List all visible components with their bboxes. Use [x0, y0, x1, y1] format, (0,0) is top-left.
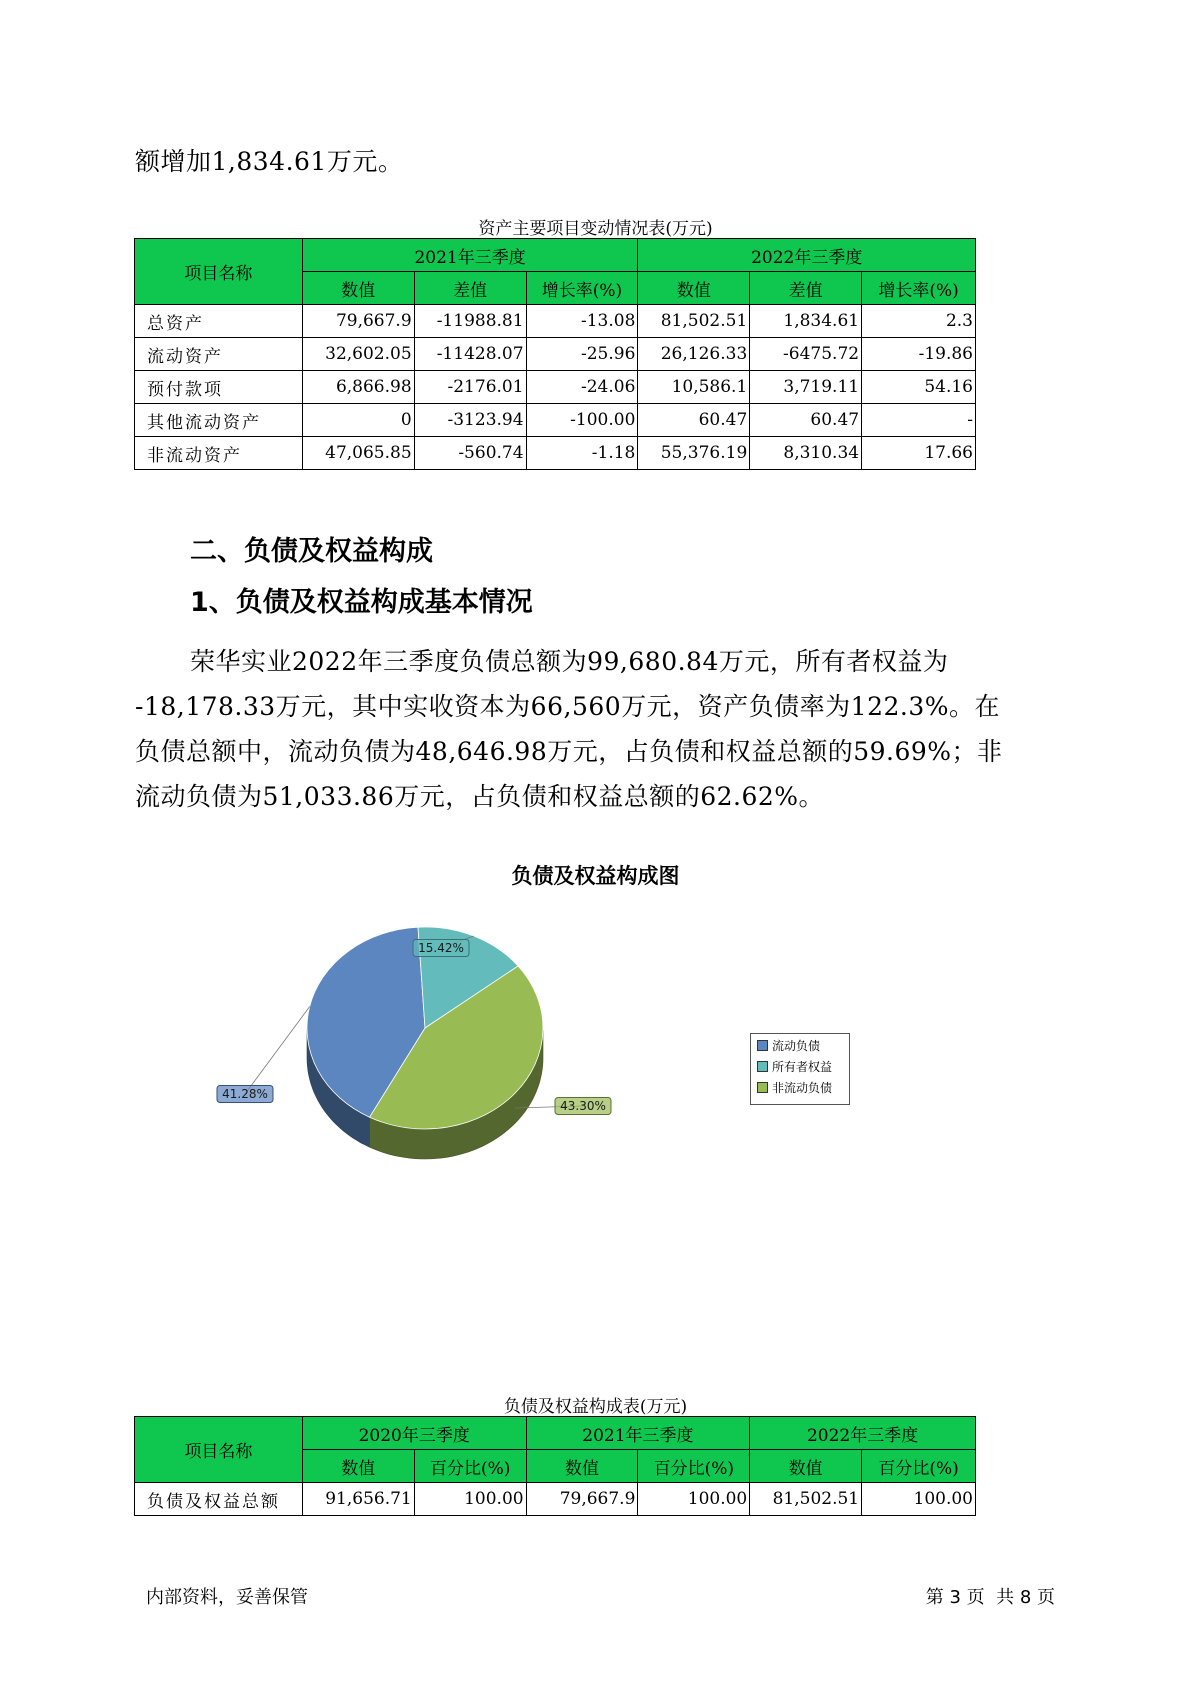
equity-header-year: 2022年三季度 — [750, 1417, 976, 1450]
asset-subheader: 数值 — [302, 272, 414, 305]
row-label: 非流动资产 — [135, 437, 303, 470]
cell: -25.96 — [526, 338, 638, 371]
legend-swatch — [757, 1061, 768, 1072]
table-row — [135, 1483, 976, 1516]
equity-table — [134, 1416, 976, 1516]
cell: -560.74 — [414, 437, 526, 470]
legend-item — [751, 1057, 849, 1076]
cell: -3123.94 — [414, 404, 526, 437]
subsection-heading: 1、负债及权益构成基本情况 — [190, 587, 533, 618]
row-label: 流动资产 — [135, 338, 303, 371]
cell: 26,126.33 — [638, 338, 750, 371]
cell: 91,656.71 — [302, 1483, 414, 1516]
chart-title: 负债及权益构成图 — [511, 864, 680, 888]
cell: 79,667.9 — [526, 1483, 638, 1516]
cell: 8,310.34 — [750, 437, 862, 470]
equity-header-item: 项目名称 — [135, 1417, 303, 1483]
cell: -19.86 — [862, 338, 976, 371]
equity-subheader: 数值 — [526, 1450, 638, 1483]
paragraph-line: 流动负债为51,033.86万元，占负债和权益总额的62.62%。 — [135, 782, 825, 811]
chart-legend — [750, 1033, 850, 1105]
equity-subheader: 百分比(%) — [414, 1450, 526, 1483]
cell: -100.00 — [526, 404, 638, 437]
cell: 60.47 — [638, 404, 750, 437]
cell: -11428.07 — [414, 338, 526, 371]
legend-label: 流动负债 — [772, 1039, 821, 1053]
paragraph-line: -18,178.33万元，其中实收资本为66,560万元，资产负债率为122.3%。在 — [135, 692, 1000, 721]
pie-data-label: 41.28% — [222, 1087, 268, 1101]
asset-subheader: 增长率(%) — [862, 272, 976, 305]
row-label: 预付款项 — [135, 371, 303, 404]
legend-swatch — [757, 1040, 768, 1051]
cell: -2176.01 — [414, 371, 526, 404]
intro-line: 额增加1,834.61万元。 — [135, 147, 404, 176]
row-label: 其他流动资产 — [135, 404, 303, 437]
equity-table-caption: 负债及权益构成表(万元) — [503, 1397, 688, 1417]
cell: 55,376.19 — [638, 437, 750, 470]
equity-subheader: 数值 — [750, 1450, 862, 1483]
cell: 3,719.11 — [750, 371, 862, 404]
asset-subheader: 数值 — [638, 272, 750, 305]
asset-header-year1: 2021年三季度 — [302, 239, 638, 272]
row-label: 负债及权益总额 — [135, 1483, 303, 1516]
cell: 100.00 — [414, 1483, 526, 1516]
cell: -1.18 — [526, 437, 638, 470]
pie-leader-line — [245, 1007, 310, 1095]
cell: -13.08 — [526, 305, 638, 338]
equity-header-year: 2020年三季度 — [302, 1417, 526, 1450]
pie-data-label: 15.42% — [418, 941, 464, 955]
cell: 47,065.85 — [302, 437, 414, 470]
cell: 81,502.51 — [750, 1483, 862, 1516]
page-number: 第 3 页 共 8 页 — [925, 1587, 1055, 1608]
cell: 17.66 — [862, 437, 976, 470]
legend-item — [751, 1078, 849, 1097]
cell: 6,866.98 — [302, 371, 414, 404]
cell: -24.06 — [526, 371, 638, 404]
cell: 100.00 — [638, 1483, 750, 1516]
cell: -6475.72 — [750, 338, 862, 371]
equity-header-year: 2021年三季度 — [526, 1417, 750, 1450]
asset-subheader: 差值 — [414, 272, 526, 305]
paragraph-line: 负债总额中，流动负债为48,646.98万元，占负债和权益总额的59.69%；非 — [135, 737, 1003, 766]
cell: 54.16 — [862, 371, 976, 404]
legend-item — [751, 1036, 849, 1055]
cell: 60.47 — [750, 404, 862, 437]
cell: 10,586.1 — [638, 371, 750, 404]
cell: 2.3 — [862, 305, 976, 338]
cell: -11988.81 — [414, 305, 526, 338]
asset-subheader: 增长率(%) — [526, 272, 638, 305]
equity-subheader: 数值 — [302, 1450, 414, 1483]
cell: 0 — [302, 404, 414, 437]
legend-label: 非流动负债 — [772, 1081, 833, 1095]
legend-label: 所有者权益 — [772, 1060, 833, 1074]
cell: 32,602.05 — [302, 338, 414, 371]
asset-header-item: 项目名称 — [135, 239, 303, 305]
asset-subheader: 差值 — [750, 272, 862, 305]
cell: 1,834.61 — [750, 305, 862, 338]
legend-swatch — [757, 1082, 768, 1093]
equity-subheader: 百分比(%) — [862, 1450, 976, 1483]
paragraph-line: 荣华实业2022年三季度负债总额为99,680.84万元，所有者权益为 — [190, 647, 949, 676]
cell: 81,502.51 — [638, 305, 750, 338]
asset-table-caption: 资产主要项目变动情况表(万元) — [478, 219, 713, 239]
row-label: 总资产 — [135, 305, 303, 338]
equity-subheader: 百分比(%) — [638, 1450, 750, 1483]
cell: 100.00 — [862, 1483, 976, 1516]
cell: - — [862, 404, 976, 437]
cell: 79,667.9 — [302, 305, 414, 338]
asset-header-year2: 2022年三季度 — [638, 239, 976, 272]
section-heading: 二、负债及权益构成 — [190, 536, 433, 567]
footer-note: 内部资料，妥善保管 — [146, 1587, 308, 1608]
pie-data-label: 43.30% — [560, 1099, 606, 1113]
